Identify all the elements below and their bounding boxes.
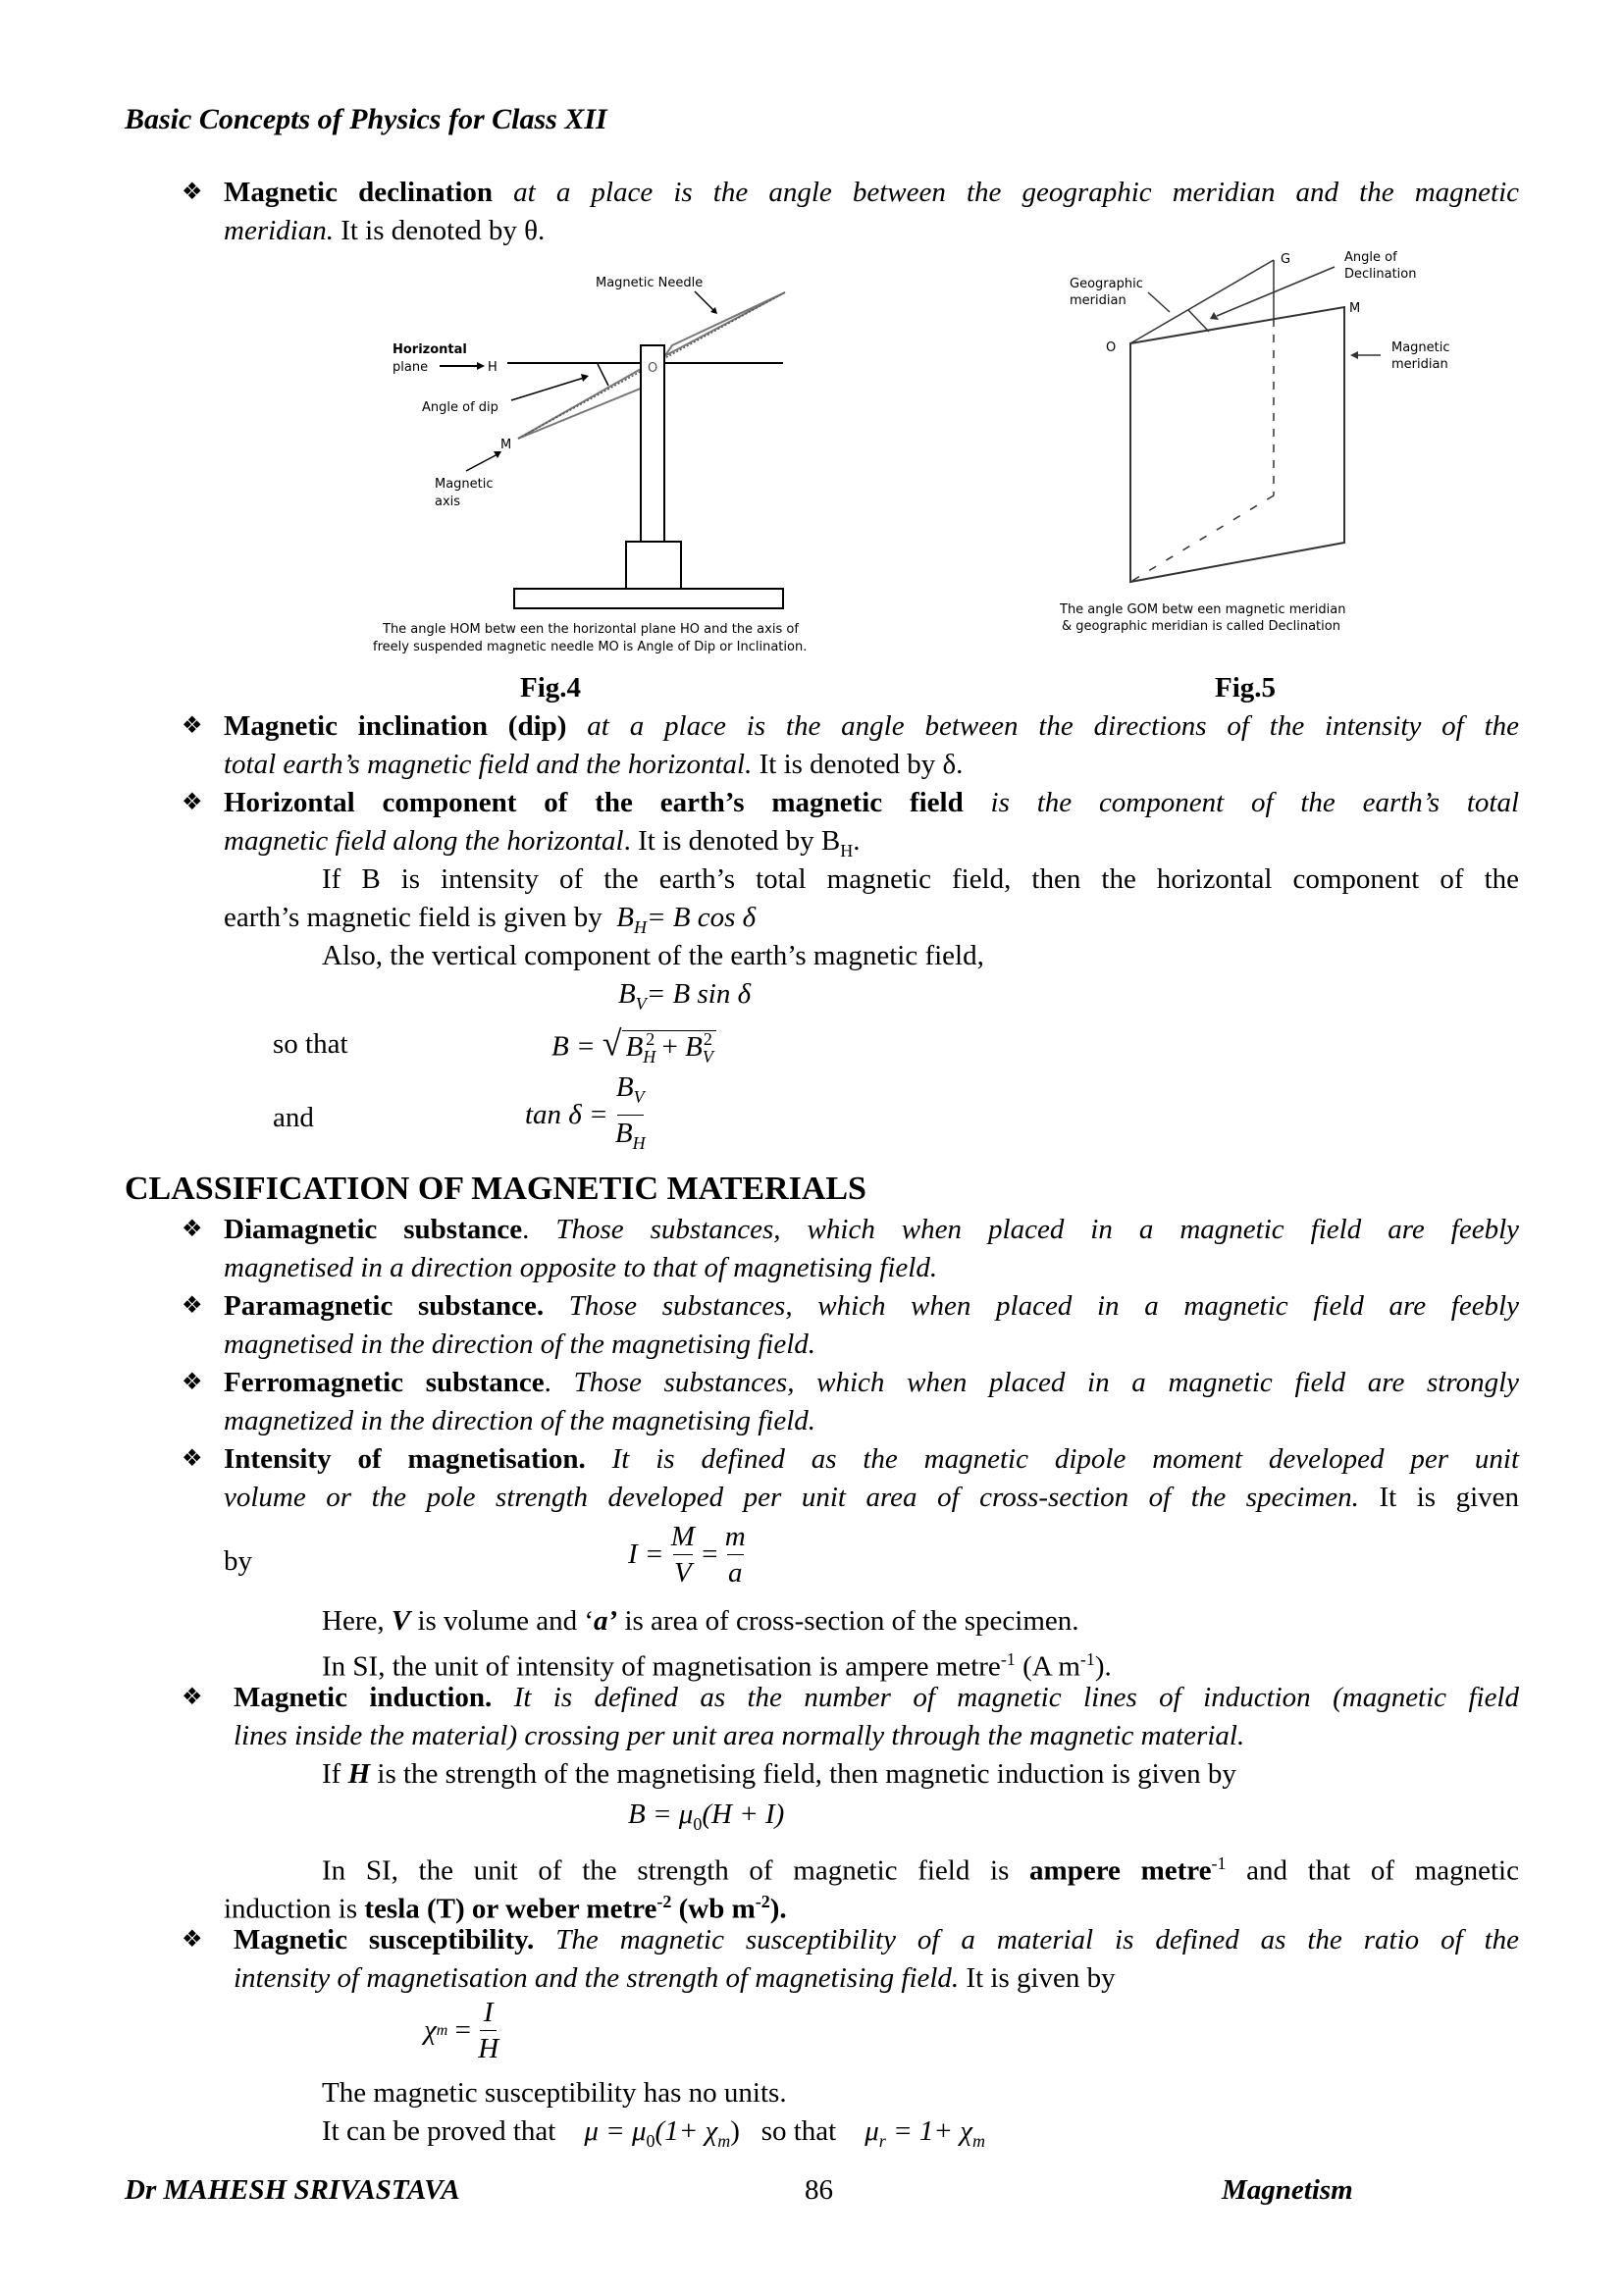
note-text: It is denoted by θ.	[341, 215, 546, 246]
definition-text: Those substances, which when placed in a magnetic field are feebly	[568, 1290, 1519, 1322]
stand-block	[626, 542, 681, 589]
fraction: $\frac{I}{H}$	[478, 1997, 499, 2064]
label-magnetic-needle: Magnetic Needle	[596, 276, 704, 290]
bullet-icon: ❖	[182, 1446, 203, 1472]
stand-base	[514, 589, 783, 608]
fig4-caption-line2: freely suspended magnetic needle MO is Angle of Dip or Inclination.	[373, 640, 808, 654]
definition-text: meridian.	[224, 215, 334, 246]
note-text: It is given by	[966, 1962, 1116, 1994]
bullet-icon: ❖	[182, 1685, 203, 1710]
label-magnetic: Magnetic	[1391, 340, 1450, 355]
inclination-definition-cont	[224, 746, 1519, 784]
induction-definition-cont	[234, 1717, 1519, 1755]
arrow-icon	[1217, 267, 1335, 316]
label-angle-of: Angle of	[1344, 250, 1397, 265]
definition-text: volume or the pole strength developed per unit area of cross-section of the specimen.	[224, 1482, 1359, 1513]
arrow-icon	[494, 451, 501, 458]
equation-b-magnitude	[551, 1020, 716, 1075]
induction-si-2: induction is tesla (T) or weber metre$^{-2}$ (wb $m^{-2}$).	[224, 1892, 787, 1925]
angle-arc	[1188, 310, 1209, 332]
bullet-icon: ❖	[182, 713, 203, 739]
section-heading: CLASSIFICATION OF MAGNETIC MATERIALS	[125, 1171, 866, 1207]
note-text: It is denoted by δ.	[759, 749, 964, 780]
label-meridian: meridian	[1070, 293, 1126, 308]
running-header: Basic Concepts of Physics for Class XII	[125, 103, 607, 135]
definition-text: Those substances, which when placed in a magnetic field are feebly	[555, 1214, 1519, 1245]
label-M: M	[500, 438, 512, 452]
subscript: V	[635, 993, 647, 1014]
radicand: $B_H^2 + B_V^2$	[622, 1030, 716, 1063]
arrow-icon	[695, 291, 714, 311]
arrow-icon	[477, 362, 485, 370]
fig4-dip-diagram	[0, 0, 1624, 687]
note-text: It is given	[1379, 1482, 1519, 1513]
page-number: 86	[805, 2174, 833, 2206]
fraction: $\frac{B_V}{B_H}$	[614, 1071, 646, 1153]
ferromagnetic-definition-cont	[224, 1402, 1519, 1440]
susceptibility-definition-cont	[234, 1959, 1519, 1998]
arrow-icon	[466, 454, 498, 471]
math: I =	[628, 1538, 664, 1570]
induction-para: If H is the strength of the magnetising field, then magnetic induction is given by	[322, 1758, 1236, 1790]
math: = B cos δ	[646, 902, 757, 933]
math: B	[618, 978, 636, 1010]
label-magnetic: Magnetic	[435, 477, 494, 492]
term: Horizontal component of the earth’s magnetic field	[224, 787, 964, 818]
label-M: M	[1349, 301, 1361, 316]
by-label: by	[224, 1545, 252, 1577]
fig5-caption-line2: & geographic meridian is called Declination	[1062, 619, 1340, 634]
ferromagnetic-definition: Ferromagnetic substance. Those substances, which when placed in a magnetic field are strongly	[224, 1367, 1519, 1398]
definition-text: The magnetic susceptibility of a material is defined as the ratio of the	[555, 1924, 1519, 1955]
arrow-icon	[581, 374, 589, 382]
and-label: and	[273, 1102, 314, 1133]
paramagnetic-definition	[224, 1287, 1519, 1326]
magnetic-meridian-plane	[1130, 307, 1344, 582]
math: tan δ =	[525, 1098, 608, 1130]
definition-text: magnetic field along the horizontal	[224, 825, 624, 857]
fraction: $\frac{M}{V}$	[670, 1521, 695, 1589]
intensity-here: Here, V is volume and ‘a’ is area of cross-section of the specimen.	[322, 1605, 1079, 1637]
sqrt-icon: √	[602, 1023, 622, 1064]
diamagnetic-definition-cont	[224, 1249, 1519, 1287]
definition-text: at a place is the angle between the directions of the intensity of the	[587, 710, 1520, 742]
fig4-caption-line1: The angle HOM betw een the horizontal plane HO and the axis of	[383, 622, 799, 637]
fig5-label: Fig.5	[1215, 672, 1277, 704]
definition-text: total earth’s magnetic field and the horizontal.	[224, 749, 753, 780]
definition-text: magnetized in the direction of the magnetising field.	[224, 1405, 815, 1436]
bullet-icon: ❖	[182, 1293, 203, 1319]
equation-intensity	[628, 1519, 746, 1590]
label-O: O	[1106, 340, 1117, 355]
label-G: G	[1281, 252, 1291, 267]
equation-tan-delta	[525, 1069, 646, 1161]
inclination-definition	[224, 707, 1519, 746]
math: =	[702, 1538, 718, 1570]
arrow-icon	[511, 378, 584, 400]
horizontal-para-1: If B is intensity of the earth’s total magnetic field, then the horizontal component of the	[322, 863, 1519, 895]
term: Magnetic declination	[224, 177, 494, 208]
induction-si-1: In SI, the unit of the strength of magnetic field is ampere metre$^{-1}$ and that of magnetic	[322, 1853, 1519, 1887]
definition-text: lines inside the material) crossing per unit area normally through the magnetic material.	[234, 1720, 1245, 1751]
label-angle-of-dip: Angle of dip	[422, 400, 498, 415]
fig5-caption-line1: The angle GOM betw een magnetic meridian	[1060, 602, 1346, 617]
no-units-note: The magnetic susceptibility has no units.	[322, 2077, 787, 2109]
arrow-icon	[1350, 351, 1358, 359]
term: Magnetic induction.	[234, 1682, 493, 1713]
proved-relation: It can be proved that $\mu = \mu_0(1+ \chi_m)$ so that $\mu_r = 1+ \chi_m$	[322, 2115, 985, 2151]
fraction: $\frac{m}{a}$	[724, 1521, 746, 1589]
intensity-definition	[224, 1440, 1519, 1479]
note-text: .	[853, 825, 861, 857]
definition-text: It is defined as the magnetic dipole moment developed per unit	[611, 1443, 1520, 1475]
label-O: O	[648, 361, 658, 376]
label-declination: Declination	[1344, 267, 1417, 282]
note-text: . It is denoted by B	[623, 825, 841, 857]
term: Paramagnetic substance.	[224, 1290, 545, 1322]
subscript: H	[633, 916, 647, 937]
label-H: H	[488, 360, 498, 375]
horizontal-definition	[224, 784, 1519, 822]
intensity-definition-cont	[224, 1479, 1519, 1517]
label-horizontal: Horizontal	[393, 342, 467, 357]
horizontal-para-3: Also, the vertical component of the earth’s magnetic field,	[322, 940, 984, 971]
math: B =	[551, 1030, 596, 1063]
bullet-icon: ❖	[182, 1927, 203, 1953]
definition-text: at a place is the angle between the geographic meridian and the magnetic	[513, 177, 1520, 208]
fig4-label: Fig.4	[520, 672, 582, 704]
definition-text: Those substances, which when placed in a magnetic field are strongly	[573, 1367, 1519, 1398]
term: Magnetic susceptibility.	[234, 1924, 535, 1955]
susceptibility-definition	[234, 1921, 1519, 1959]
footer-chapter: Magnetism	[1222, 2174, 1353, 2206]
bullet-icon: ❖	[182, 1217, 203, 1242]
footer-author: Dr MAHESH SRIVASTAVA	[125, 2174, 460, 2206]
term: Magnetic inclination (dip)	[224, 710, 567, 742]
definition-text: is the component of the earth’s total	[990, 787, 1519, 818]
bullet-icon: ❖	[182, 180, 203, 205]
label-plane: plane	[393, 360, 429, 375]
label-magnetic-meridian: meridian	[1391, 357, 1448, 372]
definition-text: magnetised in a direction opposite to that of magnetising field.	[224, 1252, 938, 1283]
bullet-icon: ❖	[182, 790, 203, 815]
term: Ferromagnetic substance	[224, 1367, 545, 1398]
equation-susceptibility: χm = $\frac{I}{H}$	[424, 1997, 499, 2064]
label-axis: axis	[435, 495, 461, 509]
so-that-label: so that	[273, 1028, 348, 1060]
term: Intensity of magnetisation.	[224, 1443, 586, 1475]
subscript: H	[840, 840, 854, 860]
definition-text: It is defined as the number of magnetic lines of induction (magnetic field	[513, 1682, 1519, 1713]
arrow-icon	[1148, 292, 1170, 312]
diamagnetic-definition: Diamagnetic substance. Those substances, which when placed in a magnetic field are feebly	[224, 1214, 1519, 1245]
bullet-icon: ❖	[182, 1370, 203, 1395]
induction-definition	[234, 1679, 1519, 1717]
math: B	[616, 902, 634, 933]
math: = B sin δ	[646, 978, 752, 1010]
definition-text: intensity of magnetisation and the strength of magnetising field.	[234, 1962, 960, 1994]
definition-text: magnetised in the direction of the magnetising field.	[224, 1329, 815, 1360]
equation-induction: $B = \mu_0(H + I)$	[628, 1799, 785, 1834]
equation-bv	[618, 975, 751, 1023]
term: Diamagnetic substance	[224, 1214, 523, 1245]
angle-arc	[598, 364, 608, 386]
paramagnetic-definition-cont	[224, 1326, 1519, 1364]
label-geographic: Geographic	[1070, 277, 1143, 291]
intensity-si-unit: In SI, the unit of intensity of magnetisation is ampere metre$^{-1}$ (A $m^{-1}$).	[322, 1649, 1112, 1683]
text: earth’s magnetic field is given by	[224, 902, 602, 933]
